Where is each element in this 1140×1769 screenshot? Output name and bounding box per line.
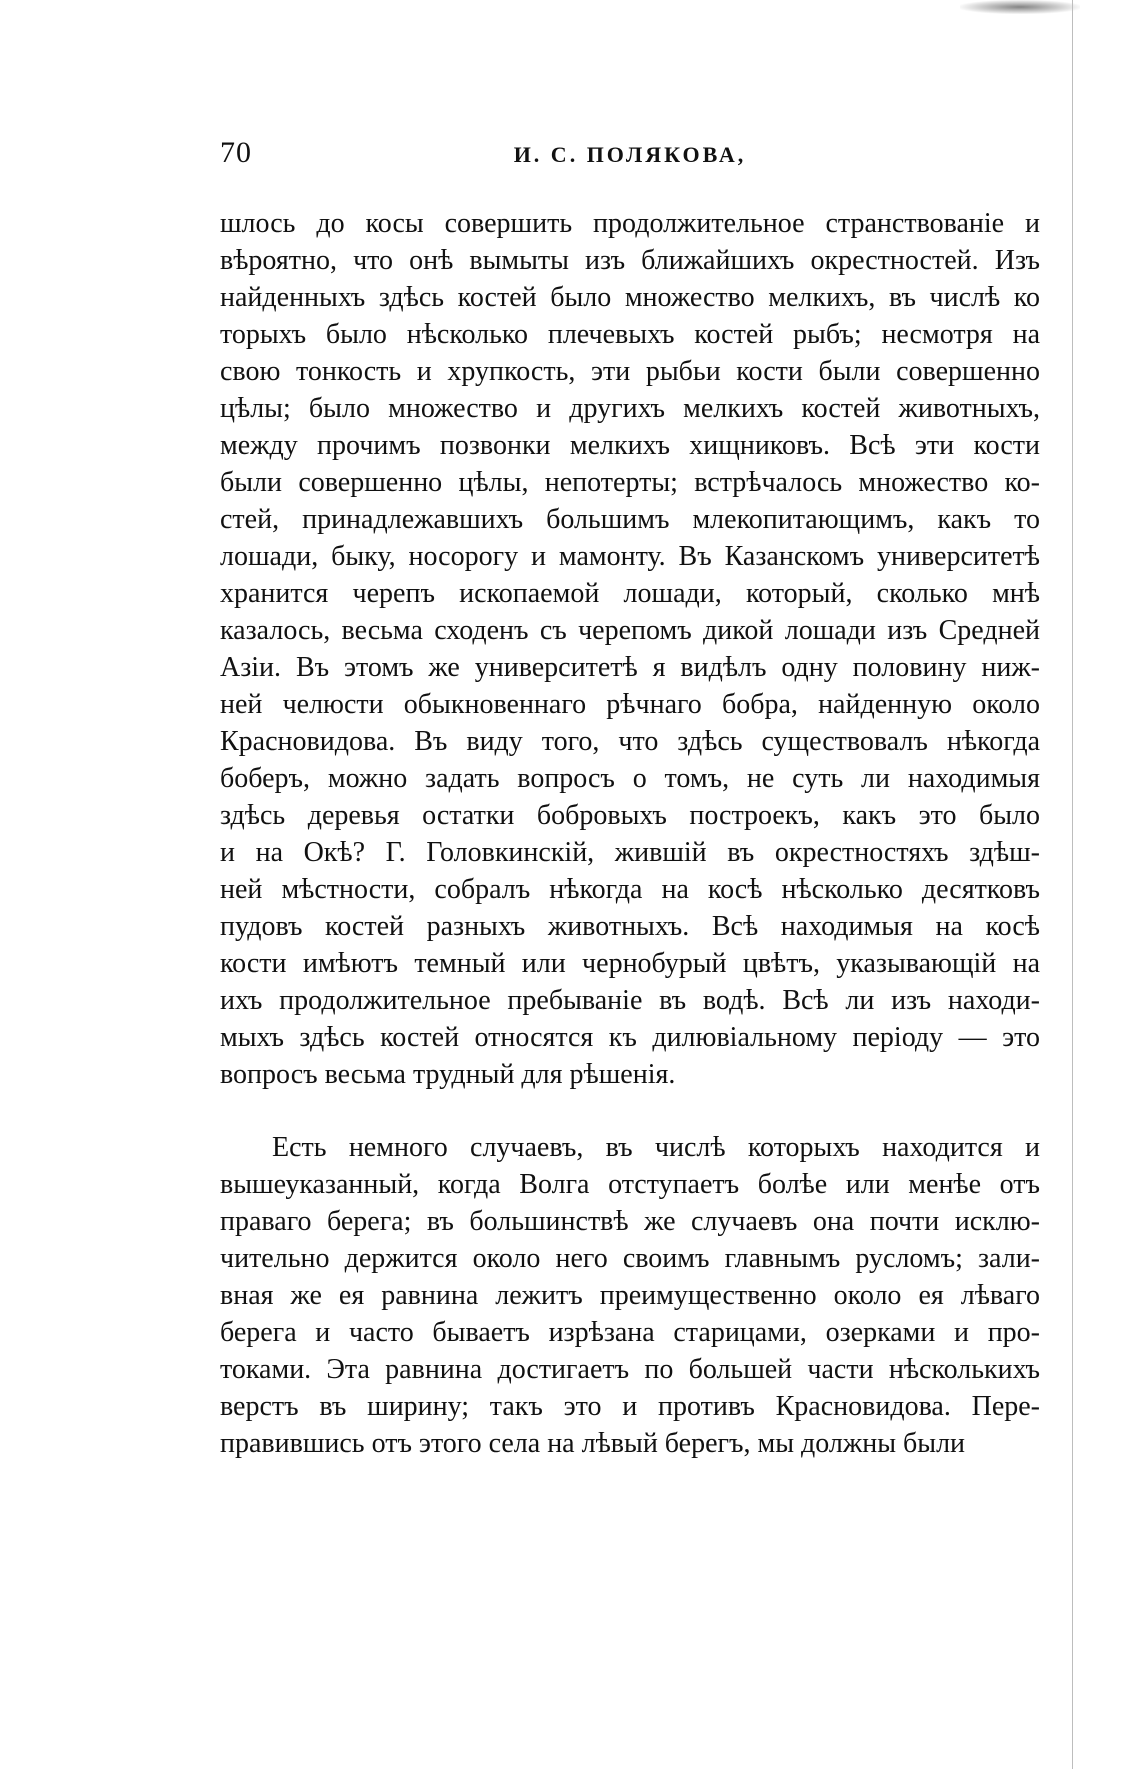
text-line: лошади, быку, носорогу и мамонту. Въ Казанскомъ университетѣ [220, 541, 1040, 572]
text-line: вѣроятно, что онѣ вымыты изъ ближайшихъ окрестностей. Изъ [220, 245, 1040, 276]
text-line: ней челюсти обыкновеннаго рѣчнаго бобра, найденную около [220, 689, 1040, 720]
text-line: праваго берега; въ большинствѣ же случаевъ она почти исклю- [220, 1206, 1040, 1237]
text-line: хранится черепъ ископаемой лошади, который, сколько мнѣ [220, 578, 1040, 609]
body-text [220, 205, 1040, 1462]
text-line: чительно держится около него своимъ главнымъ русломъ; зали- [220, 1243, 1040, 1274]
text-line: торыхъ было нѣсколько плечевыхъ костей рыбъ; несмотря на [220, 319, 1040, 350]
page-header [220, 136, 1040, 176]
text-line: найденныхъ здѣсь костей было множество мелкихъ, въ числѣ ко [220, 282, 1040, 313]
text-line: вопросъ весьма трудный для рѣшенія. [220, 1059, 676, 1090]
text-line: токами. Эта равнина достигаетъ по большей части нѣсколькихъ [220, 1354, 1040, 1385]
text-line: вышеуказанный, когда Волга отступаетъ болѣе или менѣе отъ [220, 1169, 1040, 1200]
page-number: 70 [220, 136, 252, 169]
text-line: берега и часто бываетъ изрѣзана старицами, озерками и про- [220, 1317, 1040, 1348]
text-line: здѣсь деревья остатки бобровыхъ построекъ, какъ это было [220, 800, 1040, 831]
ink-smudge [960, 0, 1080, 14]
page-edge-rule [1072, 0, 1073, 1769]
text-line: между прочимъ позвонки мелкихъ хищниковъ. Всѣ эти кости [220, 430, 1040, 461]
paragraph [220, 205, 1040, 1093]
text-line: Есть немного случаевъ, въ числѣ которыхъ находится и [272, 1132, 1040, 1163]
text-line: шлось до косы совершить продолжительное странствованіе и [220, 208, 1040, 239]
text-line: Азіи. Въ этомъ же университетѣ я видѣлъ одну половину ниж- [220, 652, 1040, 683]
text-line: свою тонкость и хрупкость, эти рыбьи кости были совершенно [220, 356, 1040, 387]
text-line: мыхъ здѣсь костей относятся къ дилювіальному періоду — это [220, 1022, 1040, 1053]
text-line: Красновидова. Въ виду того, что здѣсь существовалъ нѣкогда [220, 726, 1040, 757]
text-line: цѣлы; было множество и другихъ мелкихъ костей животныхъ, [220, 393, 1040, 424]
text-line: верстъ въ ширину; такъ это и противъ Красновидова. Пере- [220, 1391, 1040, 1422]
paragraph [220, 1129, 1040, 1462]
running-head: И. С. ПОЛЯКОВА, [513, 142, 747, 167]
text-line: казалось, весьма сходенъ съ черепомъ дикой лошади изъ Средней [220, 615, 1040, 646]
text-line: пудовъ костей разныхъ животныхъ. Всѣ находимыя на косѣ [220, 911, 1040, 942]
text-line: вная же ея равнина лежитъ преимущественно около ея лѣваго [220, 1280, 1040, 1311]
text-line: ней мѣстности, собралъ нѣкогда на косѣ нѣсколько десятковъ [220, 874, 1040, 905]
text-line: правившись отъ этого села на лѣвый берегъ, мы должны были [220, 1428, 966, 1459]
text-line: кости имѣютъ темный или чернобурый цвѣтъ, указывающій на [220, 948, 1040, 979]
text-line: и на Окѣ? Г. Головкинскій, жившій въ окрестностяхъ здѣш- [220, 837, 1040, 868]
text-line: боберъ, можно задать вопросъ о томъ, не суть ли находимыя [220, 763, 1040, 794]
text-line: ихъ продолжительное пребываніе въ водѣ. Всѣ ли изъ находи- [220, 985, 1040, 1016]
text-line: были совершенно цѣлы, непотерты; встрѣчалось множество ко- [220, 467, 1040, 498]
text-line: стей, принадлежавшихъ большимъ млекопитающимъ, какъ то [220, 504, 1040, 535]
